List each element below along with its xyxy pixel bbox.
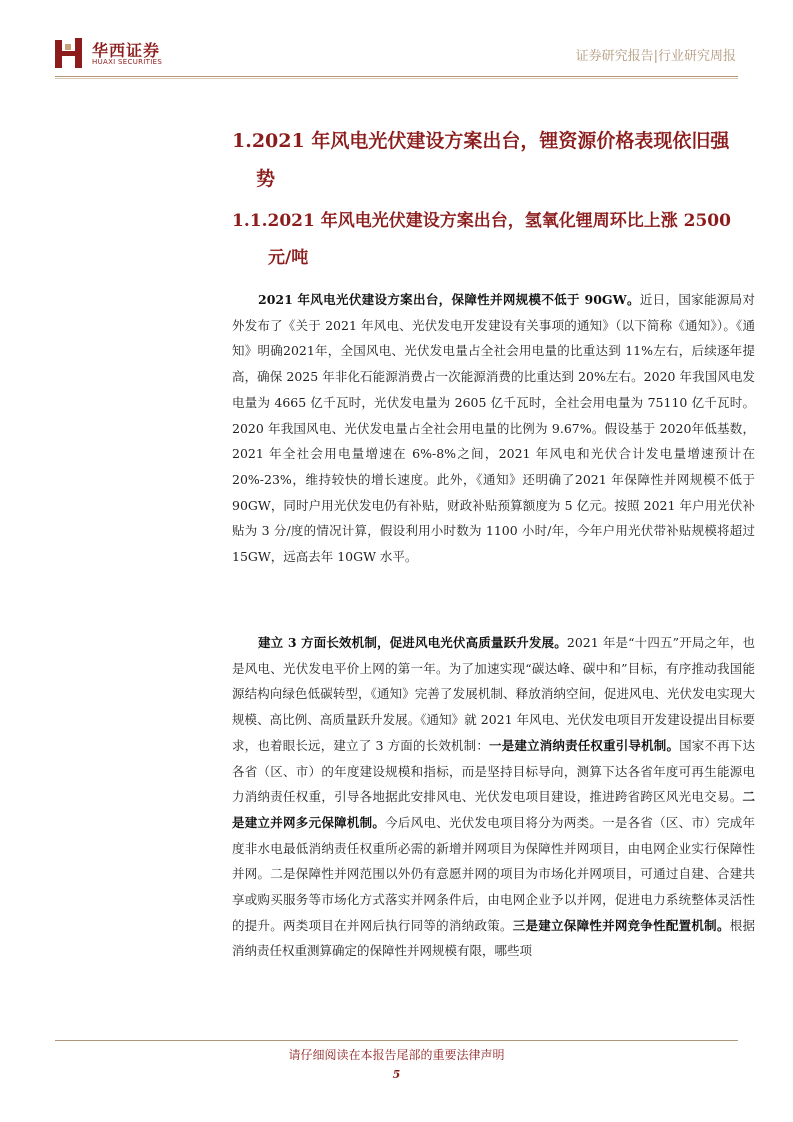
paragraph-policy-overview xyxy=(232,287,755,570)
legal-notice: 请仔细阅读在本报告尾部的重要法律声明 xyxy=(288,1048,505,1062)
footer-divider xyxy=(55,1040,738,1041)
paragraph-text: 国家不再下达各省（区、市）的年度建设规模和指标，而是坚持目标导向，测算下达各省年度可再生能源电力消纳责任权重，引导各地据此安排风电、光伏发电项目建设，推进跨省跨区风光电交易。 xyxy=(232,737,755,805)
logo-english-name: HUAXI SECURITIES xyxy=(92,58,163,66)
paragraph-long-term-mechanisms xyxy=(232,630,755,964)
section-heading-1-1-line1: 1.1.2021 年风电光伏建设方案出台，氢氧化锂周环比上涨 2500 xyxy=(232,211,731,231)
section-heading-1-line2: 势 xyxy=(256,168,276,190)
header-divider-secondary xyxy=(55,78,738,79)
header-divider xyxy=(55,76,738,77)
logo-chinese-name: 华西证券 xyxy=(92,41,161,60)
paragraph-lead: 建立 3 方面长效机制，促进风电光伏高质量跃升发展。 xyxy=(258,635,567,650)
page-header xyxy=(0,0,793,80)
section-heading-1 xyxy=(232,122,752,198)
page-number: 5 xyxy=(392,1068,401,1081)
paragraph-text: 今后风电、光伏发电项目将分为两类。一是各省（区、市）完成年度非水电最低消纳责任权重所必需的新增并网项目为保障性并网项目，由电网企业实行保障性并网。二是保障性并网范围以外仍有意愿并网的项目为市场化并网项目，可通过自建、合建共享或购买服务等市场化方式落实并网条件后，由电网企业予以并网，促进电力系统整体灵活性的提升。两类项目在并网后执行同等的消纳政策。 xyxy=(232,814,755,933)
section-heading-1-1 xyxy=(232,203,752,277)
huaxi-logo-icon xyxy=(53,36,87,70)
mechanism-2-label: 二是建立并网多元保障机制。 xyxy=(232,789,755,830)
mechanism-1-label: 一是建立消纳责任权重引导机制。 xyxy=(489,737,680,753)
paragraph-body: 近日，国家能源局对外发布了《关于 2021 年风电、光伏发电开发建设有关事项的通知》（以下简称《通知》）。《通知》明确2021年，全国风电、光伏发电量占全社会用电量的比重达到 11%左右，后续逐年提高，确保 2025 年非化石能源消费占一次能源消费的比重达到 20%左右。2020 年我国风电发电量为 4665 亿千瓦时，光伏发电量为 2605 亿千瓦时，全社会用电量为 75110 亿千瓦时。2020 年我国风电、光伏发电量占全社会用电量的比例为 9.67%。假设基于 2020年低基数，2021 年全社会用电量增速在 6%-8%之间，2021 年风电和光伏合计发电量增速预计在 20%-23%，维持较快的增长速度。此外，《通知》还明确了2021 年保障性并网规模不低于 90GW，同时户用光伏发电仍有补贴，财政补贴预算额度为 5 亿元。按照 2021 年户用光伏补贴为 3 分/度的情况计算，假设利用小时数为 1100 小时/年，今年户用光伏带补贴规模将超过 15GW，远高去年 10GW 水平。 xyxy=(232,292,755,565)
report-type-tagline: 证券研究报告|行业研究周报 xyxy=(575,49,736,64)
section-heading-1-line1: 1.2021 年风电光伏建设方案出台，锂资源价格表现依旧强 xyxy=(232,130,730,152)
paragraph-lead: 2021 年风电光伏建设方案出台，保障性并网规模不低于 90GW。 xyxy=(258,292,640,307)
mechanism-3-label: 三是建立保障性并网竞争性配置机制。 xyxy=(512,917,730,933)
paragraph-text: 根据消纳责任权重测算确定的保障性并网规模有限，哪些项 xyxy=(232,917,755,959)
paragraph-text: 2021 年是“十四五”开局之年，也是风电、光伏发电平价上网的第一年。为了加速实现“碳达峰、碳中和”目标，有序推动我国能源结构向绿色低碳转型，《通知》完善了发展机制、释放消纳空间，促进风电、光伏发电实现大规模、高比例、高质量跃升发展。《通知》就 2021 年风电、光伏发电项目开发建设提出目标要求，也着眼长远，建立了 3 方面的长效机制： xyxy=(232,635,755,753)
section-heading-1-1-line2: 元/吨 xyxy=(268,248,309,268)
